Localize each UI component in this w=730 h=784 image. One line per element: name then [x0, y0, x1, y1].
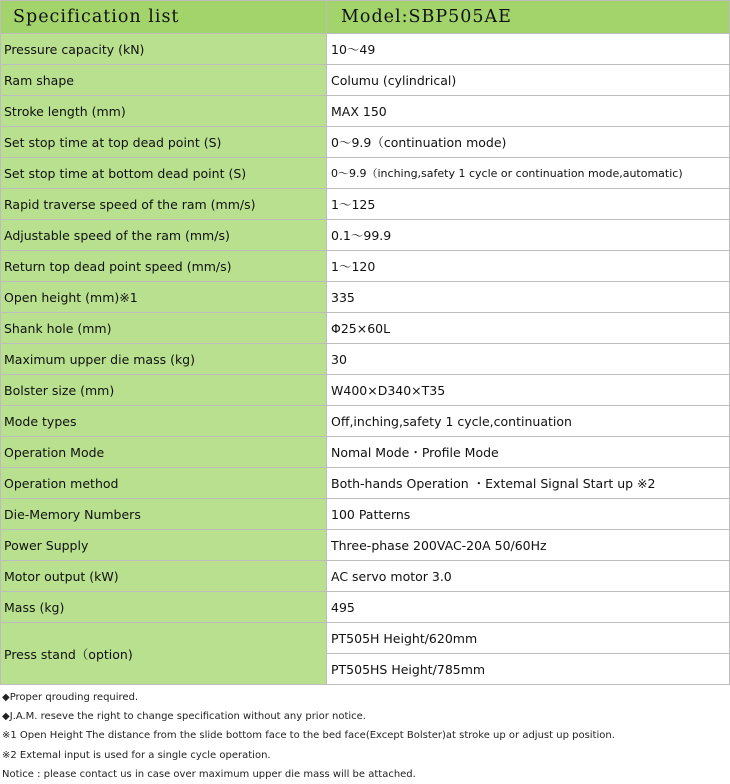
footnote: ◆J.A.M. reseve the right to change specification without any prior notice.: [2, 711, 366, 723]
spec-value: 0.1～99.9: [327, 220, 730, 251]
spec-value: Φ25×60L: [327, 313, 730, 344]
footnote: ◆Proper qrouding required.: [2, 692, 139, 703]
spec-label: Adjustable speed of the ram (mm/s): [1, 220, 327, 251]
spec-label: Operation method: [1, 468, 327, 499]
press-stand-label: Press stand（option): [1, 623, 327, 685]
table-row: [1, 127, 730, 158]
spec-label: Rapid traverse speed of the ram (mm/s): [1, 189, 327, 220]
footnote: ※2 Extemal input is used for a single cycle operation.: [2, 749, 271, 761]
table-row: [1, 468, 730, 499]
table-row: [1, 220, 730, 251]
table-row: [1, 344, 730, 375]
spec-label: Die-Memory Numbers: [1, 499, 327, 530]
table-row: [1, 561, 730, 592]
spec-value: Columu (cylindrical): [327, 65, 730, 96]
spec-label: Power Supply: [1, 530, 327, 561]
table-row: [1, 189, 730, 220]
spec-label: Mass (kg): [1, 592, 327, 623]
spec-label: Shank hole (mm): [1, 313, 327, 344]
spec-label: Set stop time at bottom dead point (S): [1, 158, 327, 189]
table-row: [1, 158, 730, 189]
spec-label: Pressure capacity (kN): [1, 34, 327, 65]
spec-label: Operation Mode: [1, 437, 327, 468]
spec-label: Maximum upper die mass (kg): [1, 344, 327, 375]
spec-value: 100 Patterns: [327, 499, 730, 530]
footnote: ※1 Open Height The distance from the slide bottom face to the bed face(Except Bolster)at stroke up or adjust up position.: [2, 730, 615, 742]
spec-label: Open height (mm)※1: [1, 282, 327, 313]
table-row: [1, 96, 730, 127]
table-row: [1, 623, 730, 654]
spec-value: Three-phase 200VAC-20A 50/60Hz: [327, 530, 730, 561]
footnotes: [2, 688, 728, 784]
spec-value: W400×D340×T35: [327, 375, 730, 406]
table-row: [1, 313, 730, 344]
spec-value: 0～9.9（continuation mode): [327, 127, 730, 158]
spec-value: 335: [327, 282, 730, 313]
spec-label: Return top dead point speed (mm/s): [1, 251, 327, 282]
spec-value: Off,inching,safety 1 cycle,continuation: [327, 406, 730, 437]
spec-value: 30: [327, 344, 730, 375]
press-stand-value: PT505H Height/620mm: [327, 623, 730, 654]
spec-label: Mode types: [1, 406, 327, 437]
table-row: [1, 65, 730, 96]
table-row: [1, 592, 730, 623]
spec-value: 10～49: [327, 34, 730, 65]
spec-value: 1～125: [327, 189, 730, 220]
table-row: [1, 375, 730, 406]
model-name: Model:SBP505AE: [327, 1, 730, 34]
spec-label: Ram shape: [1, 65, 327, 96]
spec-value: 0～9.9（inching,safety 1 cycle or continuation mode,automatic): [327, 158, 730, 189]
spec-value: 1～120: [327, 251, 730, 282]
spec-list-title: Specification list: [1, 1, 327, 34]
spec-value: Both-hands Operation ・Extemal Signal Start up ※2: [327, 468, 730, 499]
spec-label: Stroke length (mm): [1, 96, 327, 127]
spec-value: 495: [327, 592, 730, 623]
table-row: [1, 282, 730, 313]
table-row: [1, 437, 730, 468]
table-row: [1, 406, 730, 437]
table-row: [1, 499, 730, 530]
spec-value: MAX 150: [327, 96, 730, 127]
table-row: [1, 34, 730, 65]
spec-value: Nomal Mode・Profile Mode: [327, 437, 730, 468]
table-row: [1, 251, 730, 282]
press-stand-value: PT505HS Height/785mm: [327, 654, 730, 685]
spec-label: Set stop time at top dead point (S): [1, 127, 327, 158]
footnote: Notice : please contact us in case over maximum upper die mass will be attached.: [2, 768, 416, 780]
spec-label: Bolster size (mm): [1, 375, 327, 406]
table-row: [1, 530, 730, 561]
spec-label: Motor output (kW): [1, 561, 327, 592]
spec-value: AC servo motor 3.0: [327, 561, 730, 592]
table-header-row: [1, 1, 730, 34]
